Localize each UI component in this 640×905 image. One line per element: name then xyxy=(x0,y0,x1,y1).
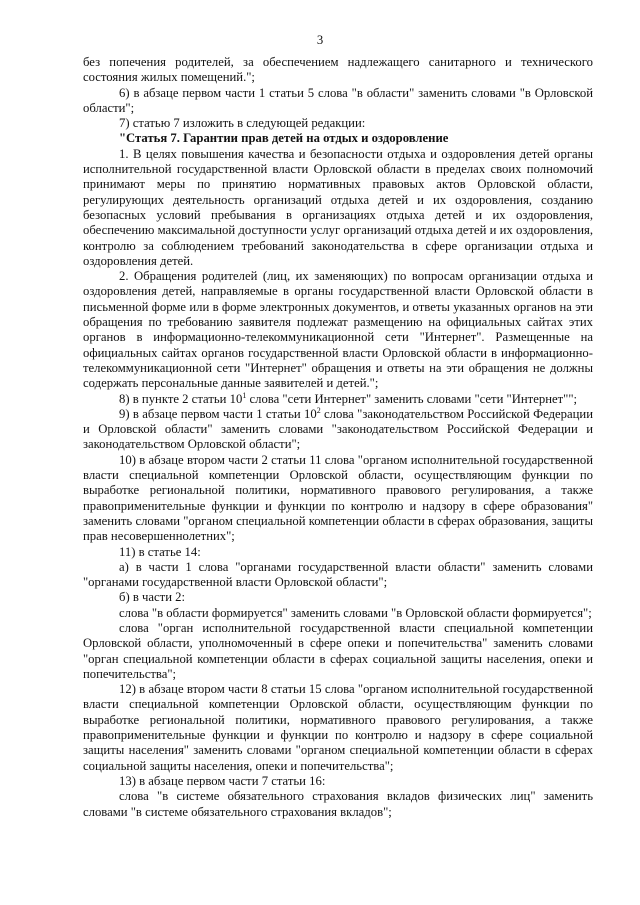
paragraph-item-11-b-words-1: слова "в области формируется" заменить словами "в Орловской области формируется"; xyxy=(119,605,592,620)
paragraph-item-6: 6) в абзаце первом части 1 статьи 5 слова "в области" заменить словами "в Орловской области"; xyxy=(83,85,593,115)
paragraph-item-12: 12) в абзаце втором части 8 статьи 15 слова "органом исполнительной государственной власти специальной компетенции Орловской области, осуществляющим функции по выработке региональной политики, нормативного правового регулирования, а также правоприменительные функции и функции по контролю и надзору в сфере социальной защиты населения" заменить словами "органом специальной компетенции области в сферах социальной защиты населения, опеки и попечительства"; xyxy=(83,682,593,773)
paragraph-item-7: 7) статью 7 изложить в следующей редакции: xyxy=(119,116,366,131)
paragraph-item-11-b-words-2: слова "орган исполнительной государственной власти специальной компетенции Орловской области, уполномоченный в сфере опеки и попечительства" заменить словами "орган специальной компетенции области в сферах социальной защиты населения, опеки и попечительства"; xyxy=(83,620,593,681)
paragraph-continuation: без попечения родителей, за обеспечением надлежащего санитарного и технического состояния жилых помещений."; xyxy=(83,55,593,85)
item-9-text-start: 9) в абзаце первом части 1 статьи 10 xyxy=(119,406,317,421)
item-9-superscript: 2 xyxy=(316,405,321,415)
page-number: 3 xyxy=(316,33,324,47)
article-7-part-1: 1. В целях повышения качества и безопасности отдыха и оздоровления детей органы исполнительной государственной власти Орловской области в пределах своих полномочий принимают меры по принятию нормативных правовых актов Орловской области, регулирующих деятельность организаций отдыха детей и их оздоровления, созданию безопасных условий пребывания в организациях отдыха детей и их оздоровления, обеспечению максимальной доступности услуг организаций отдыха детей и их оздоровления, контролю за соблюдением требований законодательства в сфере организации отдыха и оздоровления детей. xyxy=(83,146,593,268)
paragraph-item-11: 11) в статье 14: xyxy=(119,544,201,559)
item-9-text-end: слова "законодательством Российской Федерации и Орловской области" заменить словами "законодательством Российской Федерации и законодательством Орловской области"; xyxy=(83,406,594,452)
item-8-superscript: 1 xyxy=(242,390,247,400)
paragraph-item-11-b: б) в части 2: xyxy=(119,590,186,605)
item-8-text-start: 8) в пункте 2 статьи 10 xyxy=(119,391,243,406)
paragraph-item-8 xyxy=(83,392,593,407)
paragraph-item-13-words: слова "в системе обязательного страхования вкладов физических лиц" заменить словами "в системе обязательного страхования вкладов"; xyxy=(83,789,593,819)
article-7-heading: "Статья 7. Гарантии прав детей на отдых и оздоровление xyxy=(119,131,449,146)
article-7-part-2: 2. Обращения родителей (лиц, их заменяющих) по вопросам организации отдыха и оздоровления детей, направляемые в органы государственной власти Орловской области в письменной форме или в форме электронных документов, и ответы указанных органов на эти обращения по требованию заявителя подлежат размещению на официальных сайтах этих органов в информационно-телекоммуникационной сети "Интернет". Размещенные на официальных сайтах органов государственной власти Орловской области в информационно-телекоммуникационной сети "Интернет" обращения и ответы на эти обращения не должны содержать персональные данные заявителей и детей."; xyxy=(83,269,593,391)
paragraph-item-13: 13) в абзаце первом части 7 статьи 16: xyxy=(119,773,326,788)
item-8-text-end: слова "сети Интернет" заменить словами "сети "Интернет""; xyxy=(246,391,578,406)
paragraph-item-10: 10) в абзаце втором части 2 статьи 11 слова "органом исполнительной государственной власти специальной компетенции Орловской области, осуществляющим функции по выработке региональной политики, нормативного правового регулирования, а также правоприменительные функции и функции по контролю и надзору в сфере образования" заменить словами "органом специальной компетенции области в сферах образования, защиты прав несовершеннолетних"; xyxy=(83,452,593,544)
paragraph-item-9 xyxy=(83,407,593,453)
document-body xyxy=(83,55,593,820)
paragraph-item-11-a: а) в части 1 слова "органами государственной власти области" заменить словами "органами государственной власти Орловской области"; xyxy=(83,559,593,590)
